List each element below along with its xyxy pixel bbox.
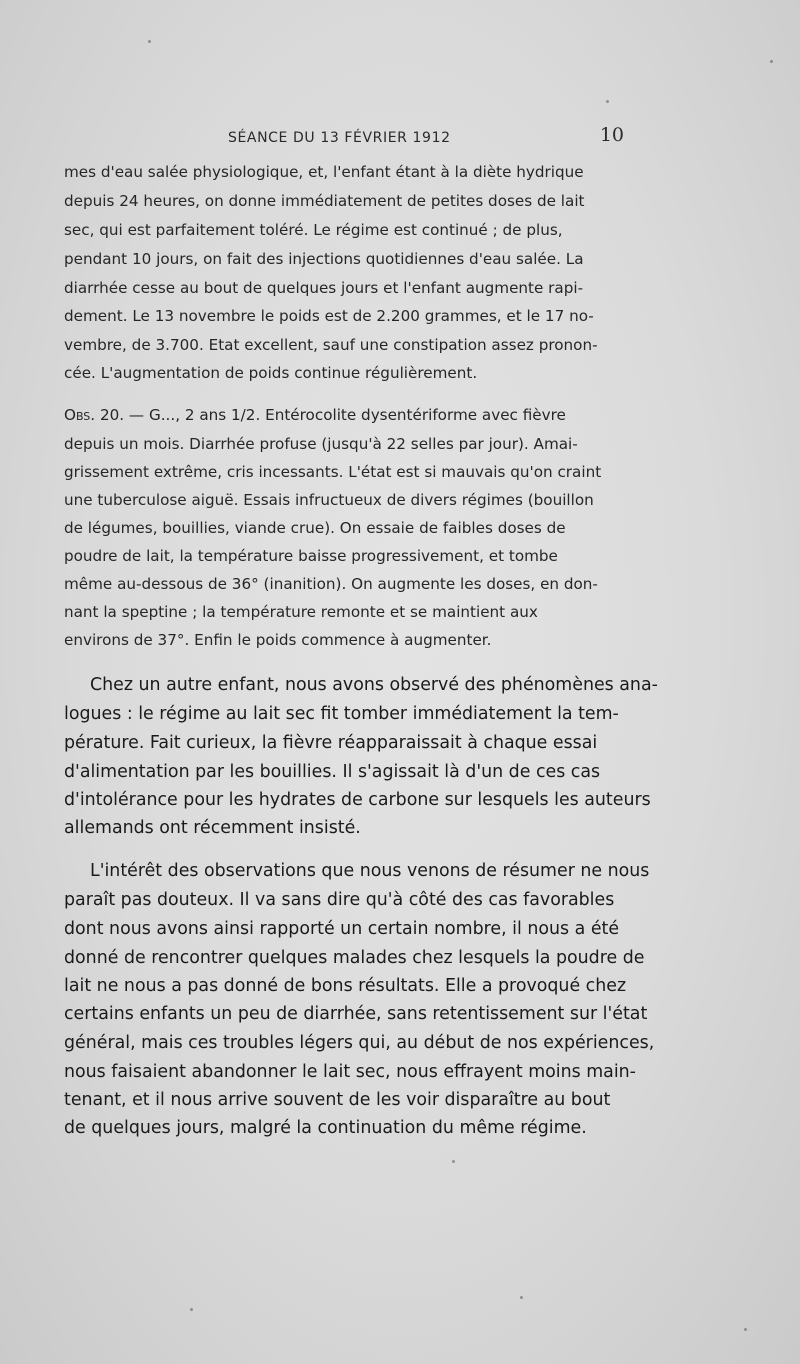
running-title: SÉANCE DU 13 FÉVRIER 1912: [228, 130, 451, 146]
text-line: donné de rencontrer quelques malades chez lesquels la poudre de: [64, 948, 645, 968]
text-line: L'intérêt des observations que nous venons de résumer ne nous: [90, 861, 650, 881]
text-line: allemands ont récemment insisté.: [64, 818, 361, 838]
scan-speck: [190, 1308, 193, 1311]
text-line: nous faisaient abandonner le lait sec, nous effrayent moins main-: [64, 1062, 636, 1082]
scan-speck: [744, 1328, 747, 1331]
text-line: dont nous avons ainsi rapporté un certain nombre, il nous a été: [64, 919, 620, 939]
text-line: d'intolérance pour les hydrates de carbone sur lesquels les auteurs: [64, 790, 651, 810]
observation-heading-text: — G..., 2 ans 1/2. Entérocolite dysentériforme avec fièvre: [124, 406, 566, 424]
scan-speck: [148, 40, 151, 43]
text-line: mes d'eau salée physiologique, et, l'enfant étant à la diète hydrique: [64, 163, 584, 181]
scan-speck: [520, 1296, 523, 1299]
text-line: pendant 10 jours, on fait des injections quotidiennes d'eau salée. La: [64, 250, 584, 268]
scan-speck: [606, 100, 609, 103]
text-line: grissement extrême, cris incessants. L'état est si mauvais qu'on craint: [64, 463, 602, 481]
text-line: nant la speptine ; la température remonte et se maintient aux: [64, 603, 538, 621]
text-line: de légumes, bouillies, viande crue). On essaie de faibles doses de: [64, 519, 566, 537]
text-line: logues : le régime au lait sec fit tomber immédiatement la tem-: [64, 704, 619, 724]
text-line: environs de 37°. Enfin le poids commence à augmenter.: [64, 631, 492, 649]
text-line: une tuberculose aiguë. Essais infructueux de divers régimes (bouillon: [64, 491, 594, 509]
text-line: depuis 24 heures, on donne immédiatement de petites doses de lait: [64, 192, 585, 210]
text-line: même au-dessous de 36° (inanition). On augmente les doses, en don-: [64, 575, 598, 593]
scan-speck: [452, 1160, 455, 1163]
text-line: [64, 406, 566, 424]
text-line: de quelques jours, malgré la continuation du même régime.: [64, 1118, 587, 1138]
text-line: Chez un autre enfant, nous avons observé des phénomènes ana-: [90, 675, 658, 695]
page-number: 10: [599, 124, 624, 146]
text-line: tenant, et il nous arrive souvent de les voir disparaître au bout: [64, 1090, 611, 1110]
text-line: cée. L'augmentation de poids continue régulièrement.: [64, 364, 478, 382]
scan-speck: [770, 60, 773, 63]
text-line: sec, qui est parfaitement toléré. Le régime est continué ; de plus,: [64, 221, 563, 239]
text-line: général, mais ces troubles légers qui, au début de nos expériences,: [64, 1033, 655, 1053]
text-line: pérature. Fait curieux, la fièvre réapparaissait à chaque essai: [64, 733, 598, 753]
text-line: paraît pas douteux. Il va sans dire qu'à côté des cas favorables: [64, 890, 615, 910]
text-line: diarrhée cesse au bout de quelques jours et l'enfant augmente rapi-: [64, 279, 584, 297]
text-line: certains enfants un peu de diarrhée, sans retentissement sur l'état: [64, 1004, 648, 1024]
text-line: vembre, de 3.700. Etat excellent, sauf une constipation assez pronon-: [64, 336, 598, 354]
text-line: d'alimentation par les bouillies. Il s'agissait là d'un de ces cas: [64, 762, 601, 782]
page-header: [228, 124, 628, 156]
text-line: depuis un mois. Diarrhée profuse (jusqu'à 22 selles par jour). Amai-: [64, 435, 578, 453]
text-line: poudre de lait, la température baisse progressivement, et tombe: [64, 547, 558, 565]
observation-label: Obs. 20.: [64, 406, 125, 424]
text-line: lait ne nous a pas donné de bons résultats. Elle a provoqué chez: [64, 976, 627, 996]
text-line: dement. Le 13 novembre le poids est de 2.200 grammes, et le 17 no-: [64, 307, 594, 325]
